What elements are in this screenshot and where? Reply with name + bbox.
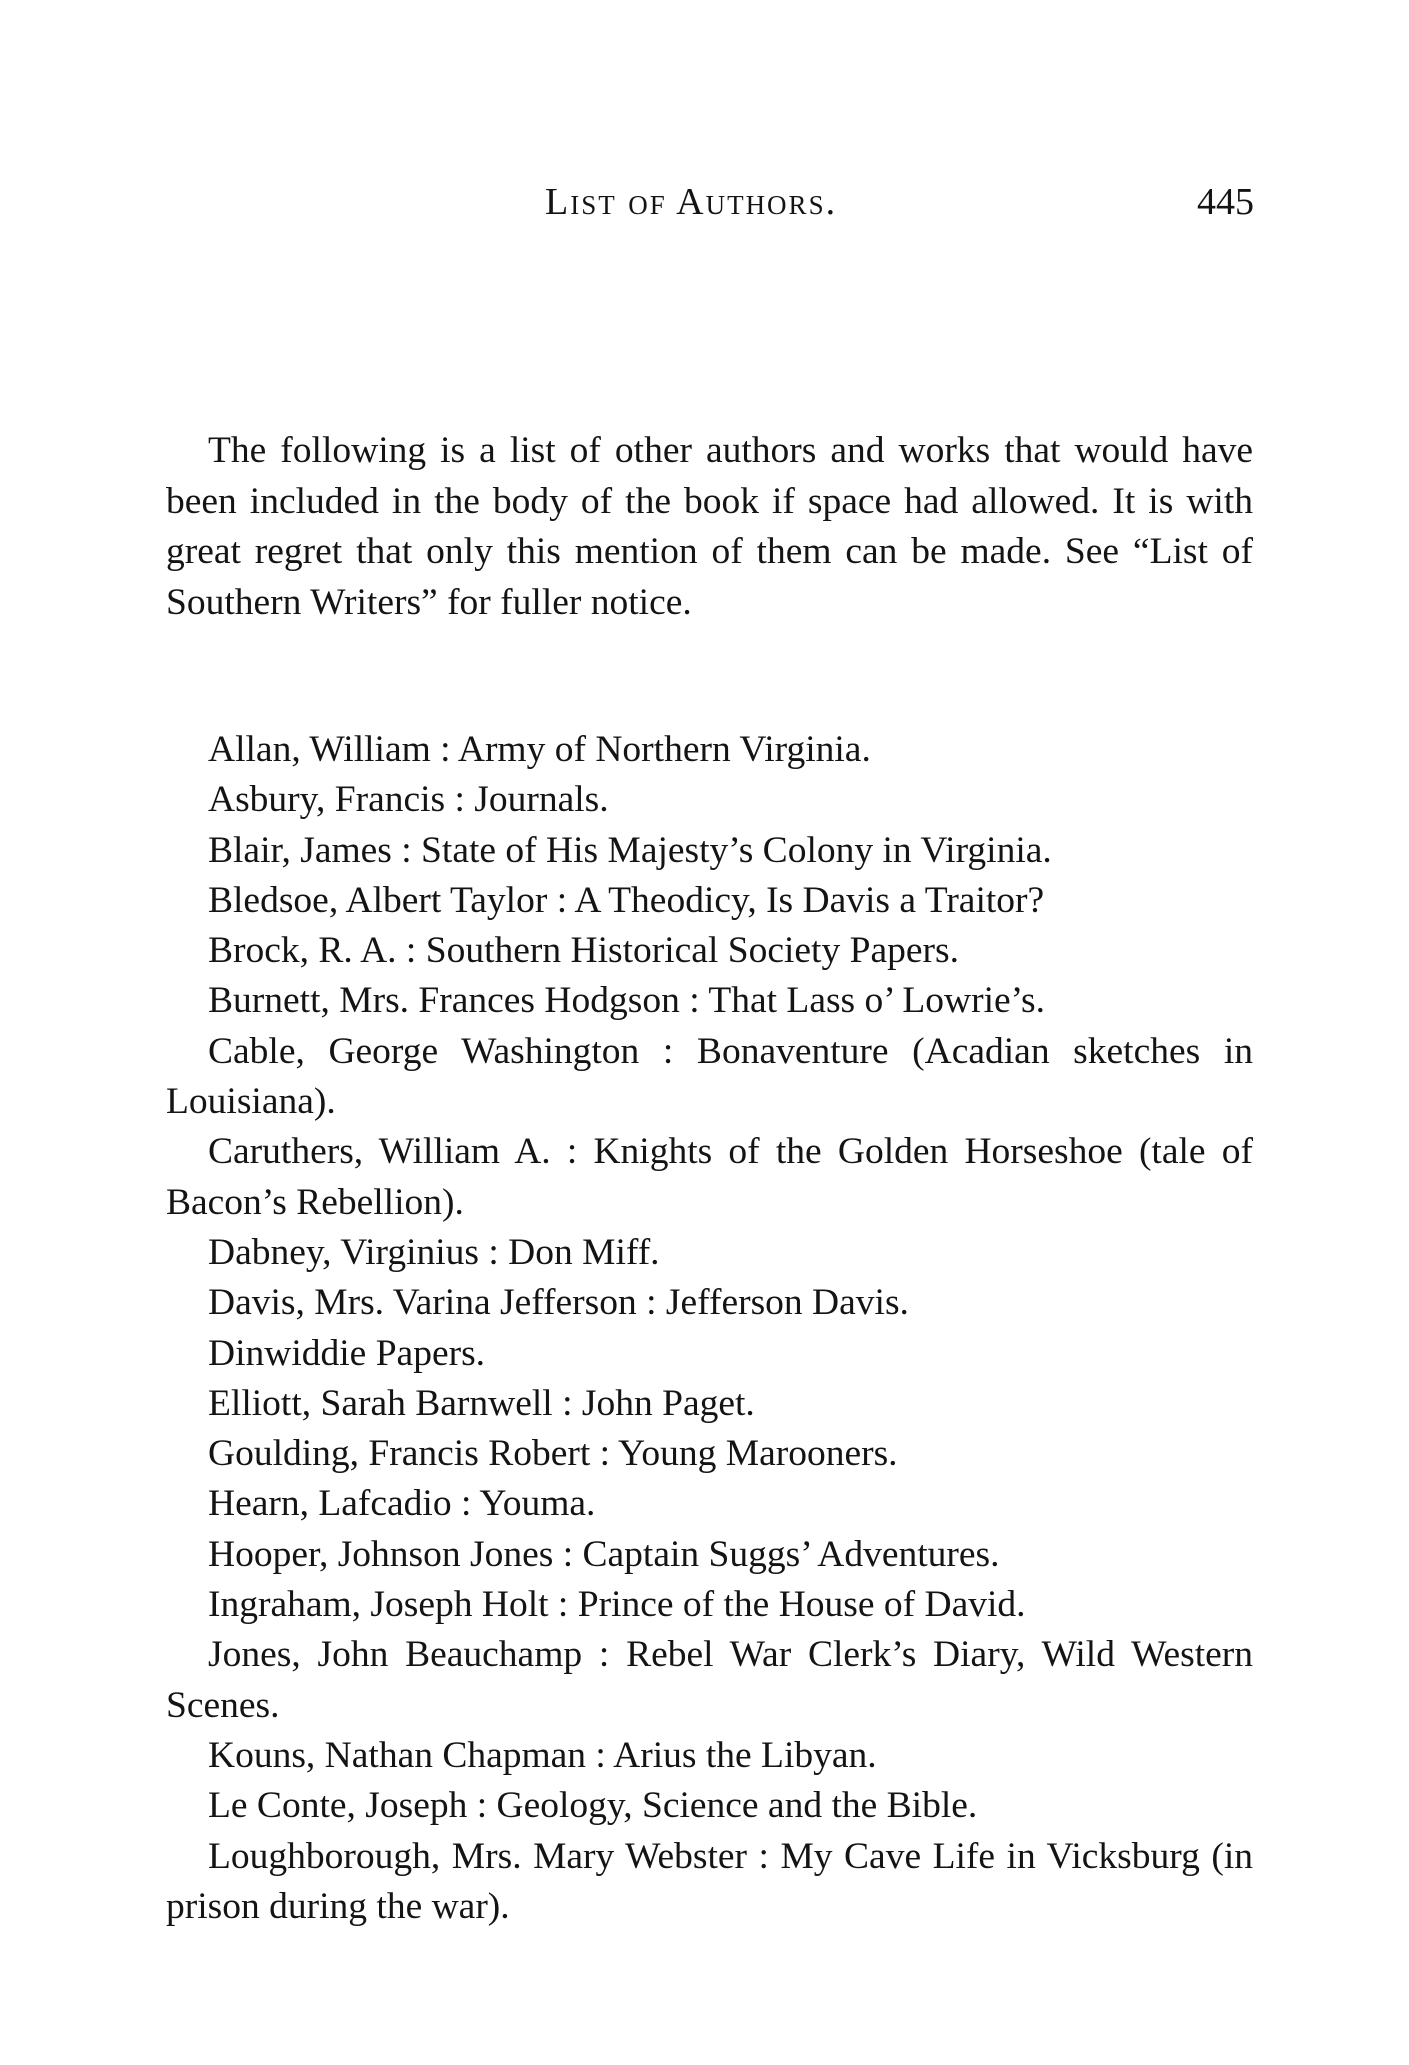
intro-text: The following is a list of other authors and works that would have been included in the body of the book if space had allowed. It is with great regret that only this mention of them can be made. See “List of Southern Writers” for fuller notice. (166, 430, 1253, 623)
author-entry: Goulding, Francis Robert : Young Marooners. (208, 1433, 898, 1475)
running-title: List of Authors. (545, 181, 838, 223)
author-entry: Elliott, Sarah Barnwell : John Paget. (208, 1382, 755, 1424)
running-head (0, 180, 1409, 240)
author-entry: Asbury, Francis : Journals. (208, 779, 609, 821)
author-entry: Ingraham, Joseph Holt : Prince of the House of David. (208, 1584, 1026, 1626)
author-list (166, 725, 1253, 1932)
author-entry: Kouns, Nathan Chapman : Arius the Libyan. (208, 1734, 877, 1776)
author-entry: Dinwiddie Papers. (208, 1332, 486, 1374)
author-entry: Caruthers, William A. : Knights of the Golden Horseshoe (tale of Bacon’s Rebellion). (166, 1131, 1253, 1223)
author-entry: Burnett, Mrs. Frances Hodgson : That Lass o’ Lowrie’s. (208, 980, 1046, 1022)
author-entry: Hooper, Johnson Jones : Captain Suggs’ Adventures. (208, 1533, 1000, 1575)
author-entry: Davis, Mrs. Varina Jefferson : Jefferson Davis. (208, 1282, 909, 1324)
author-entry: Cable, George Washington : Bonaventure (Acadian sketches in Louisiana). (166, 1030, 1253, 1123)
page-number: 445 (1197, 181, 1254, 223)
author-entry: Hearn, Lafcadio : Youma. (208, 1483, 596, 1525)
author-entry: Jones, John Beauchamp : Rebel War Clerk’s Diary, Wild Western Scenes. (166, 1634, 1253, 1726)
author-entry: Brock, R. A. : Southern Historical Society Papers. (208, 930, 959, 972)
author-entry: Le Conte, Joseph : Geology, Science and the Bible. (208, 1785, 978, 1827)
author-entry: Dabney, Virginius : Don Miff. (208, 1231, 660, 1273)
author-entry: Blair, James : State of His Majesty’s Colony in Virginia. (208, 829, 1052, 871)
author-entry: Allan, William : Army of Northern Virginia. (208, 729, 871, 770)
intro-paragraph (166, 426, 1253, 628)
author-entry: Bledsoe, Albert Taylor : A Theodicy, Is Davis a Traitor? (208, 879, 1045, 921)
author-entry: Loughborough, Mrs. Mary Webster : My Cave Life in Vicksburg (in prison during the war). (166, 1835, 1253, 1927)
